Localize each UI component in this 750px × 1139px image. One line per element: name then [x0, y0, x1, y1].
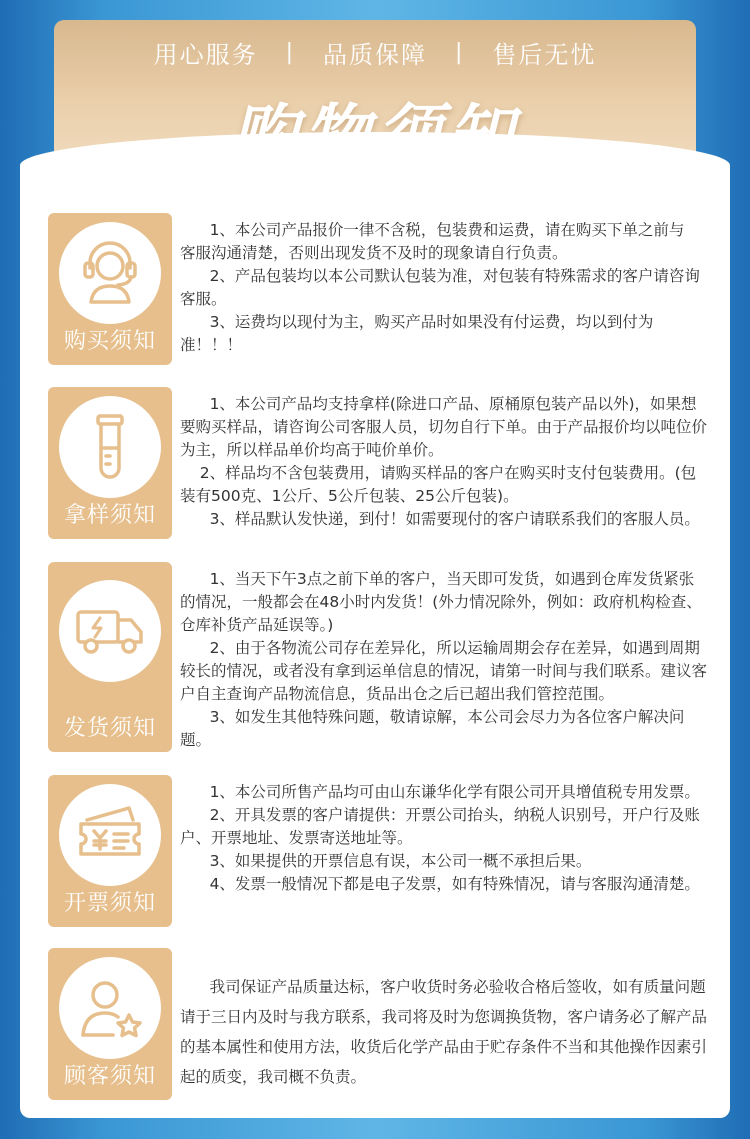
- slogan-after-sales: 售后无忧: [492, 40, 597, 69]
- section-icon-box: [48, 387, 172, 539]
- section-customer: [48, 948, 728, 1108]
- section-text: [180, 568, 708, 752]
- section-label: 开票须知: [63, 891, 156, 916]
- section-icon-box: [48, 562, 172, 752]
- section-sample: [48, 387, 728, 547]
- test-tube-icon: [73, 410, 147, 484]
- paragraph: 3、样品默认发快递，到付！如需要现付的客户请联系我们的客服人员。: [180, 510, 700, 528]
- section-text: [180, 972, 708, 1092]
- section-label: 购买须知: [63, 329, 156, 354]
- paragraph: 3、运费均以现付为主，购买产品时如果没有付运费，均以到付为准！！！: [180, 313, 654, 354]
- paragraph: 3、如发生其他特殊问题，敬请谅解，本公司会尽力为各位客户解决问题。: [180, 708, 685, 749]
- section-purchase: [48, 213, 728, 373]
- paragraph: 2、开具发票的客户请提供：开票公司抬头，纳税人识别号，开户行及账户、开票地址、发票寄送地址等。: [180, 806, 700, 847]
- section-invoice: [48, 775, 728, 935]
- section-label: 拿样须知: [63, 503, 156, 528]
- section-text: [180, 393, 708, 531]
- section-label: 发货须知: [63, 716, 156, 741]
- paragraph: 1、本公司产品均支持拿样(除进口产品、原桶原包装产品以外)，如果想要购买样品，请咨询公司客服人员，切勿自行下单。由于产品报价均以吨位价为主，所以样品单价均高于吨价单价。: [180, 395, 708, 459]
- customer-star-icon: [73, 971, 147, 1045]
- slogan-quality: 品质保障: [323, 40, 427, 69]
- paragraph: 1、当天下午3点之前下单的客户，当天即可发货，如遇到仓库发货紧张的情况，一般都会在48小时内发货！(外力情况除外，例如：政府机构检查、仓库补货产品延误等。): [180, 570, 702, 634]
- paragraph: 2、产品包装均以本公司默认包装为准，对包装有特殊需求的客户请咨询客服。: [180, 267, 700, 308]
- section-text: [180, 781, 708, 896]
- section-text: [180, 219, 708, 357]
- paragraph: 3、如果提供的开票信息有误，本公司一概不承担后果。: [180, 852, 592, 870]
- section-icon-box: [48, 213, 172, 365]
- slogan-service: 用心服务: [153, 40, 258, 69]
- slogan-separator: |: [455, 39, 465, 65]
- section-label: 顾客须知: [63, 1064, 156, 1089]
- section-icon-box: [48, 775, 172, 927]
- slogan-bar: [54, 30, 696, 74]
- paragraph: 1、本公司产品报价一律不含税，包装费和运费，请在购买下单之前与 客服沟通清楚，否则出现发货不及时的现象请自行负责。: [180, 221, 700, 262]
- invoice-ticket-icon: [73, 798, 147, 872]
- paragraph: 1、本公司所售产品均可由山东谦华化学有限公司开具增值税专用发票。: [180, 783, 700, 801]
- paragraph: 我司保证产品质量达标，客户收货时务必验收合格后签收，如有质量问题请于三日内及时与我方联系，我司将及时为您调换货物，客户请务必了解产品的基本属性和使用方法，收货后化学产品由于贮存条件不当和其他操作因素引起的质变，我司概不负责。: [180, 978, 708, 1086]
- paragraph: 2、样品均不含包装费用，请购买样品的客户在购买时支付包装费用。(包装有500克、1公斤、5公斤包装、25公斤包装)。: [180, 464, 697, 505]
- customer-service-headset-icon: [73, 236, 147, 310]
- delivery-truck-icon: [73, 594, 147, 668]
- section-shipping: [48, 562, 728, 762]
- section-icon-box: [48, 948, 172, 1100]
- paragraph: 4、发票一般情况下都是电子发票，如有特殊情况，请与客服沟通清楚。: [180, 875, 700, 893]
- slogan-separator: |: [285, 39, 295, 65]
- paragraph: 2、由于各物流公司存在差异化，所以运输周期会存在差异，如遇到周期较长的情况，或者没有拿到运单信息的情况，请第一时间与我们联系。建议客户自主查询产品物流信息，货品出仓之后已超出我们管控范围。: [180, 639, 708, 703]
